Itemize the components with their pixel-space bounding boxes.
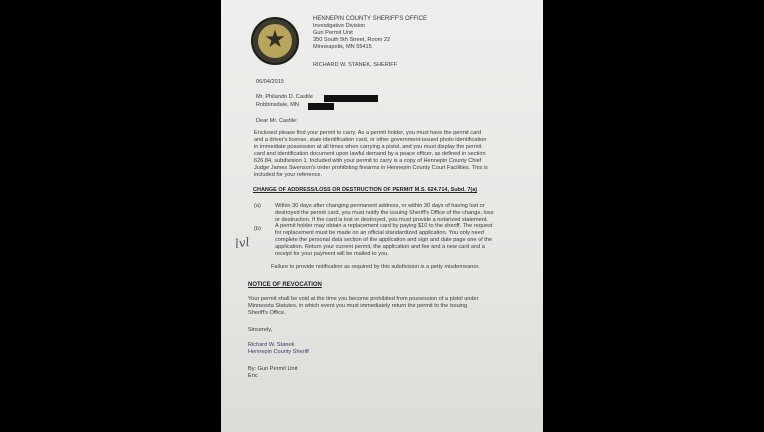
- item-a-line: Within 30 days after changing permanent address, or within 30 days of having lost or: [275, 203, 485, 209]
- recipient-city: Robbinsdale, MN: [256, 102, 299, 108]
- enclosure-note: Enc: [248, 373, 258, 379]
- by-line: By: Gun Permit Unit: [248, 366, 298, 372]
- header-city: Minneapolis, MN 55415: [313, 44, 372, 50]
- intro-line: card and identification document upon lawful demand by a peace officer, as defined in section: [254, 151, 486, 157]
- closing: Sincerely,: [248, 327, 273, 333]
- redaction-bar: [324, 95, 378, 102]
- intro-line: 626.84, subdivision 1. Included with your permit to carry is a copy of Hennepin County Chief: [254, 158, 482, 164]
- signer-name: Richard W. Stanek: [248, 342, 295, 348]
- intro-line: included for your reference.: [254, 172, 323, 178]
- intro-line: in immediate possession at all times when carrying a pistol, and you must display the permit: [254, 144, 482, 150]
- handwritten-mark: lvl: [234, 235, 251, 251]
- item-b-marker: (b): [254, 226, 261, 232]
- revocation-line: Your permit shall be void at the time you become prohibited from possession of a pistol under: [248, 296, 479, 302]
- item-b-line: complete the personal data section of the application and sign and date page one of the: [275, 237, 493, 243]
- item-b-line: receipt for your payment will be mailed to you.: [275, 251, 389, 257]
- item-b-line: A permit holder may obtain a replacement card by paying $10 to the sheriff. The request: [275, 223, 493, 229]
- salutation: Dear Mr. Castile:: [256, 118, 298, 124]
- item-b-line: application. Return your current permit, the application and fee and a new card and a: [275, 244, 485, 250]
- revocation-line: Minnesota Statutes, in which event you must immediately return the permit to the issuing: [248, 303, 468, 309]
- redaction-bar: [308, 103, 334, 110]
- header-office: HENNEPIN COUNTY SHERIFF'S OFFICE: [313, 16, 428, 22]
- recipient-name: Mr. Philando D. Castile: [256, 94, 313, 100]
- revocation-heading: NOTICE OF REVOCATION: [248, 282, 322, 288]
- item-a-line: or destruction. If the card is lost or destroyed, you must provide a notarized statement.: [275, 217, 488, 223]
- signer-title: Hennepin County Sheriff: [248, 349, 309, 355]
- header-sheriff: RICHARD W. STANEK, SHERIFF: [313, 62, 398, 68]
- item-b-line: for replacement must be made on an official standardized application. You only need: [275, 230, 484, 236]
- revocation-line: Sheriff's Office.: [248, 310, 286, 316]
- intro-line: Judge James Swenson's order prohibiting firearms in Hennepin County Court Facilities. This is: [254, 165, 488, 171]
- failure-line: Failure to provide notification as required by this subdivision is a petty misdemeanor.: [271, 264, 480, 270]
- item-a-line: destroyed the permit card, you must notify the issuing Sheriff's Office of the change, loss: [275, 210, 494, 216]
- header-street: 350 South 5th Street, Room 22: [313, 37, 391, 43]
- header-unit: Gun Permit Unit: [313, 30, 353, 36]
- sheriff-seal-icon: ★: [251, 17, 299, 65]
- header-division: Investigative Division: [313, 23, 366, 29]
- item-a-marker: (a): [254, 203, 261, 209]
- intro-line: and a driver's license, state identification card, or other government-issued photo identification: [254, 137, 487, 143]
- intro-line: Enclosed please find your permit to carry. As a permit holder, you must have the permit card: [254, 130, 482, 136]
- letter-page: [221, 0, 543, 432]
- letter-date: 06/04/2015: [256, 79, 284, 85]
- change-heading: CHANGE OF ADDRESS/LOSS OR DESTRUCTION OF PERMIT M.S. 624.714, Subd. 7(a): [253, 187, 478, 193]
